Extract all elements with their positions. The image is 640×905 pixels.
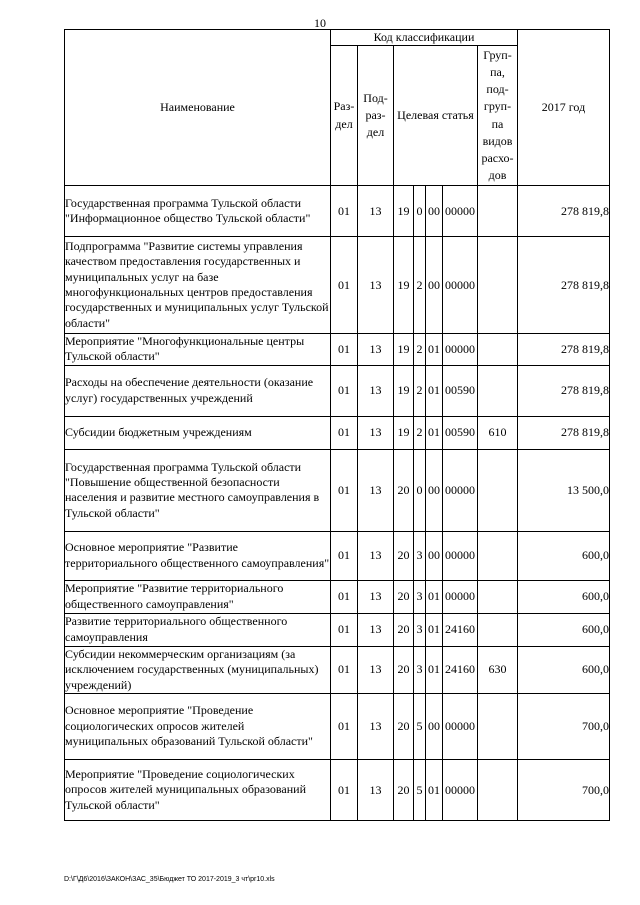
row-subsection: 13 [358,334,394,366]
row-amount: 13 500,0 [518,449,610,531]
row-target-event: 00 [426,449,443,531]
row-amount: 600,0 [518,613,610,646]
row-target-event: 00 [426,531,443,580]
row-expense-group [478,580,518,613]
row-target-program: 20 [394,646,414,693]
row-target-direction: 00000 [443,760,478,821]
row-expense-group [478,531,518,580]
table-row [65,580,610,613]
row-amount: 278 819,8 [518,237,610,334]
row-target-direction: 00000 [443,237,478,334]
row-target-subprogram: 3 [414,580,426,613]
row-amount: 278 819,8 [518,334,610,366]
row-amount: 278 819,8 [518,365,610,416]
row-target-event: 01 [426,334,443,366]
row-amount: 600,0 [518,531,610,580]
row-target-direction: 00000 [443,580,478,613]
table-row [65,186,610,237]
row-target-direction: 00000 [443,186,478,237]
row-target-event: 01 [426,416,443,449]
header-subsection: Под- раз- дел [358,46,394,186]
row-name: Основное мероприятие "Развитие территориального общественного самоуправления" [65,531,331,580]
header-target-article: Целевая статья [394,46,478,186]
table-row [65,237,610,334]
row-target-program: 20 [394,580,414,613]
row-name: Субсидии некоммерческим организациям (за исключением государственных (муниципальных) учреждений) [65,646,331,693]
row-target-event: 01 [426,365,443,416]
row-expense-group [478,237,518,334]
row-section: 01 [331,449,358,531]
row-target-program: 20 [394,449,414,531]
row-subsection: 13 [358,365,394,416]
header-classification-code: Код классификации [331,30,518,46]
row-target-program: 20 [394,760,414,821]
header-expense-group: Груп- па, под- груп- па видов расхо- дов [478,46,518,186]
row-target-subprogram: 2 [414,237,426,334]
row-target-event: 00 [426,237,443,334]
table-row [65,760,610,821]
row-target-subprogram: 3 [414,613,426,646]
row-amount: 278 819,8 [518,186,610,237]
row-section: 01 [331,646,358,693]
row-name: Мероприятие "Проведение социологических опросов жителей муниципальных образований Тульской области" [65,760,331,821]
row-target-direction: 00000 [443,449,478,531]
row-name: Государственная программа Тульской области "Повышение общественной безопасности населения и развитие местного самоуправления в Тульской области" [65,449,331,531]
row-section: 01 [331,694,358,760]
row-section: 01 [331,186,358,237]
row-name: Основное мероприятие "Проведение социологических опросов жителей муниципальных образований Тульской области" [65,694,331,760]
row-target-direction: 24160 [443,613,478,646]
row-target-subprogram: 2 [414,416,426,449]
row-expense-group [478,449,518,531]
row-target-program: 19 [394,237,414,334]
table-body [65,186,610,821]
row-subsection: 13 [358,694,394,760]
row-section: 01 [331,613,358,646]
row-target-program: 19 [394,334,414,366]
table-row [65,416,610,449]
row-target-event: 01 [426,646,443,693]
row-subsection: 13 [358,646,394,693]
table-row [65,613,610,646]
file-path-footer: D:\Г\Д6\2016\ЗАКОН\ЗАС_35\Бюджет ТО 2017-2019_3 чт\pr10.xls [64,876,275,883]
row-section: 01 [331,416,358,449]
row-section: 01 [331,334,358,366]
row-target-subprogram: 3 [414,646,426,693]
row-subsection: 13 [358,760,394,821]
table-row [65,531,610,580]
row-subsection: 13 [358,531,394,580]
row-expense-group [478,186,518,237]
row-name: Расходы на обеспечение деятельности (оказание услуг) государственных учреждений [65,365,331,416]
row-target-direction: 00000 [443,334,478,366]
page-number: 10 [314,16,326,30]
row-expense-group: 630 [478,646,518,693]
row-expense-group [478,365,518,416]
row-name: Мероприятие "Многофункциональные центры Тульской области" [65,334,331,366]
row-name: Субсидии бюджетным учреждениям [65,416,331,449]
row-target-direction: 00000 [443,531,478,580]
row-name: Развитие территориального общественного самоуправления [65,613,331,646]
row-target-event: 01 [426,580,443,613]
row-target-program: 20 [394,531,414,580]
row-target-subprogram: 3 [414,531,426,580]
budget-table [64,29,610,821]
row-target-subprogram: 2 [414,365,426,416]
table-row [65,365,610,416]
header-name: Наименование [65,30,331,186]
row-target-program: 19 [394,365,414,416]
row-target-subprogram: 0 [414,186,426,237]
row-subsection: 13 [358,237,394,334]
row-section: 01 [331,365,358,416]
row-expense-group: 610 [478,416,518,449]
row-amount: 278 819,8 [518,416,610,449]
row-target-program: 20 [394,694,414,760]
row-target-direction: 24160 [443,646,478,693]
row-subsection: 13 [358,580,394,613]
row-target-program: 20 [394,613,414,646]
row-target-program: 19 [394,186,414,237]
row-subsection: 13 [358,449,394,531]
row-target-event: 01 [426,613,443,646]
row-target-event: 00 [426,694,443,760]
table-row [65,334,610,366]
table-row [65,646,610,693]
row-target-direction: 00590 [443,365,478,416]
row-expense-group [478,334,518,366]
table-row [65,449,610,531]
row-amount: 700,0 [518,694,610,760]
row-name: Государственная программа Тульской области "Информационное общество Тульской области" [65,186,331,237]
row-amount: 600,0 [518,646,610,693]
row-target-subprogram: 2 [414,334,426,366]
header-year: 2017 год [518,30,610,186]
row-target-direction: 00000 [443,694,478,760]
header-section: Раз- дел [331,46,358,186]
row-section: 01 [331,760,358,821]
row-section: 01 [331,237,358,334]
row-name: Мероприятие "Развитие территориального общественного самоуправления" [65,580,331,613]
row-target-event: 00 [426,186,443,237]
row-target-subprogram: 5 [414,760,426,821]
row-target-direction: 00590 [443,416,478,449]
row-amount: 700,0 [518,760,610,821]
row-expense-group [478,760,518,821]
row-expense-group [478,694,518,760]
row-expense-group [478,613,518,646]
row-target-event: 01 [426,760,443,821]
row-subsection: 13 [358,416,394,449]
row-amount: 600,0 [518,580,610,613]
row-section: 01 [331,580,358,613]
row-target-subprogram: 0 [414,449,426,531]
table-row [65,694,610,760]
row-name: Подпрограмма "Развитие системы управления качеством предоставления государственных и муниципальных услуг на базе многофункциональных центров предоставления государственных и муниципальных услуг Тульской области" [65,237,331,334]
row-section: 01 [331,531,358,580]
row-target-subprogram: 5 [414,694,426,760]
row-subsection: 13 [358,186,394,237]
row-subsection: 13 [358,613,394,646]
row-target-program: 19 [394,416,414,449]
